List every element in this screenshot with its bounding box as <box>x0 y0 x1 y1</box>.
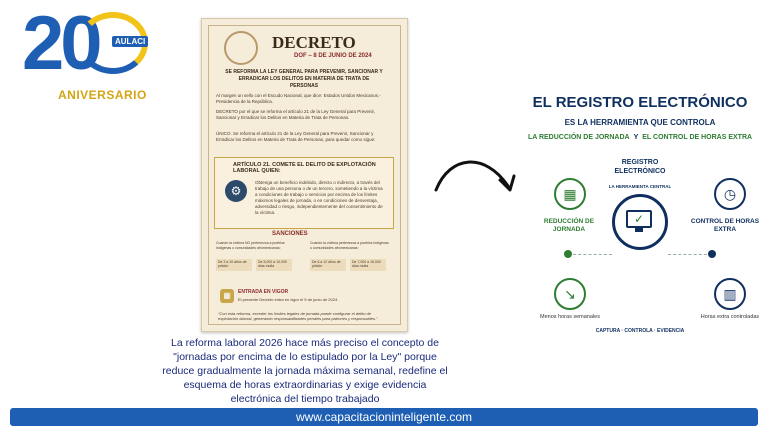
electronic-record-infographic <box>520 82 760 342</box>
calendar-icon: ▦ <box>554 178 586 210</box>
sanction-left: Cuando la víctima NO pertenezca a pueblos indígenas o comunidades afromexicanas: <box>216 241 285 250</box>
connector-dot <box>708 250 716 258</box>
decree-paragraph: Al margen un sello con el Escudo Nacional, que dice: Estados Unidos Mexicanos.- Presidencia de la República. <box>216 93 381 104</box>
article-title: ARTÍCULO 21. COMETE EL DELITO DE EXPLOTACIÓN LABORAL QUIEN: <box>233 162 376 174</box>
decree-paragraph: ÚNICO. Se reforma el artículo 21 de la Ley General para Prevenir, Sancionar y Erradicar los Delitos en Materia de Trata de Personas, para quedar como sigue: <box>216 131 376 142</box>
vigor-text: El presente Decreto entra en vigor el 9 de junio de 2024. <box>238 297 339 302</box>
article-box <box>214 157 394 229</box>
logo-subtitle: ANIVERSARIO <box>58 88 147 102</box>
highlight-right: EL CONTROL DE HORAS EXTRA <box>642 134 753 141</box>
footer-url[interactable]: www.capacitacioninteligente.com <box>295 410 473 424</box>
monitor-check-icon: ✓ <box>626 210 652 228</box>
decree-title: DECRETO <box>272 33 356 52</box>
center-subtitle: LA HERRAMIENTA CENTRAL <box>608 184 672 189</box>
clock-icon: ◷ <box>714 178 746 210</box>
gears-icon: ⚙ <box>225 180 247 202</box>
highlight-joiner: Y <box>633 134 639 141</box>
sanction-chip: De 5,000 a 10,000 días multa <box>256 259 292 271</box>
logo-digits: 20 <box>22 1 99 86</box>
curved-arrow-icon <box>430 150 520 210</box>
national-seal-icon <box>224 31 258 65</box>
infographic-title: EL REGISTRO ELECTRÓNICO <box>532 94 748 111</box>
decree-date: DOF – 8 DE JUNIO DE 2024 <box>294 53 372 59</box>
sanction-chip: De 7,000 a 15,000 días multa <box>350 259 386 271</box>
sanction-right: Cuando la víctima pertenezca a pueblos indígenas o comunidades afromexicanas: <box>310 241 389 250</box>
downtrend-chart-icon: ↘ <box>554 278 586 310</box>
vigor-title: ENTRADA EN VIGOR <box>238 289 289 295</box>
center-title: REGISTRO ELECTRÓNICO <box>614 159 666 175</box>
sanctions-title: SANCIONES <box>272 231 308 237</box>
sanction-chip: De 6 a 12 años de prisión <box>310 259 346 271</box>
infographic-highlight <box>520 134 760 141</box>
anniversary-logo <box>22 1 172 106</box>
caption-text: La reforma laboral 2026 hace más preciso el concepto de "jornadas por encima de lo estipulado por la Ley" porque reduce gradualmente la jornada máxima semanal, redefine el esquema de horas extraordinarias y exige evidencia electrónica del tiempo trabajado <box>162 337 448 405</box>
footer-bar <box>10 408 758 426</box>
connector-line <box>568 254 612 255</box>
left-bottom-label: Menos horas semanales <box>540 314 600 320</box>
decree-document <box>201 18 408 332</box>
reduction-label: REDUCCIÓN DE JORNADA <box>543 218 595 233</box>
sanction-chip: De 3 a 10 años de prisión <box>216 259 252 271</box>
bar-chart-plus-icon: ▥ <box>714 278 746 310</box>
bottom-strip: CAPTURA · CONTROLA · EVIDENCIA <box>595 328 685 334</box>
logo-tag: AULACI <box>112 36 148 47</box>
right-bottom-label: Horas extra controladas <box>700 314 760 320</box>
decree-subtitle: SE REFORMA LA LEY GENERAL PARA PREVENIR, SANCIONAR Y ERRADICAR LOS DELITOS EN MATERIA DE TRATA DE PERSONAS <box>225 69 383 89</box>
decree-paragraph: DECRETO por el que se reforma el artículo 21 de la Ley General para Prevenir, Sancionar y Erradicar los Delitos en Materia de Trata de Personas. <box>216 109 375 120</box>
decree-quote: “Con esta reforma, exceder los límites legales de jornada puede configurar el delito de explotación laboral, generando responsabilidades penales para patrones y responsables.” <box>218 311 378 321</box>
connector-dot <box>564 250 572 258</box>
monitor-stand <box>635 228 643 232</box>
overtime-label: CONTROL DE HORAS EXTRA <box>690 218 760 233</box>
infographic-subtitle: ES LA HERRAMIENTA QUE CONTROLA <box>564 118 716 127</box>
connector-line <box>668 254 712 255</box>
highlight-left: LA REDUCCIÓN DE JORNADA <box>527 134 630 141</box>
article-text: Obtenga un beneficio indebido, directo o indirecto, a través del trabajo de una persona o de un tercero, sometiendo a la víctima a condiciones de trabajo o servicios por encima de los límites máximos legales de jornada, o en condiciones de desventaja, adversidad o riesgo, independientemente del consentimiento de la víctima. <box>255 180 383 215</box>
calendar-icon: ▦ <box>220 289 234 303</box>
